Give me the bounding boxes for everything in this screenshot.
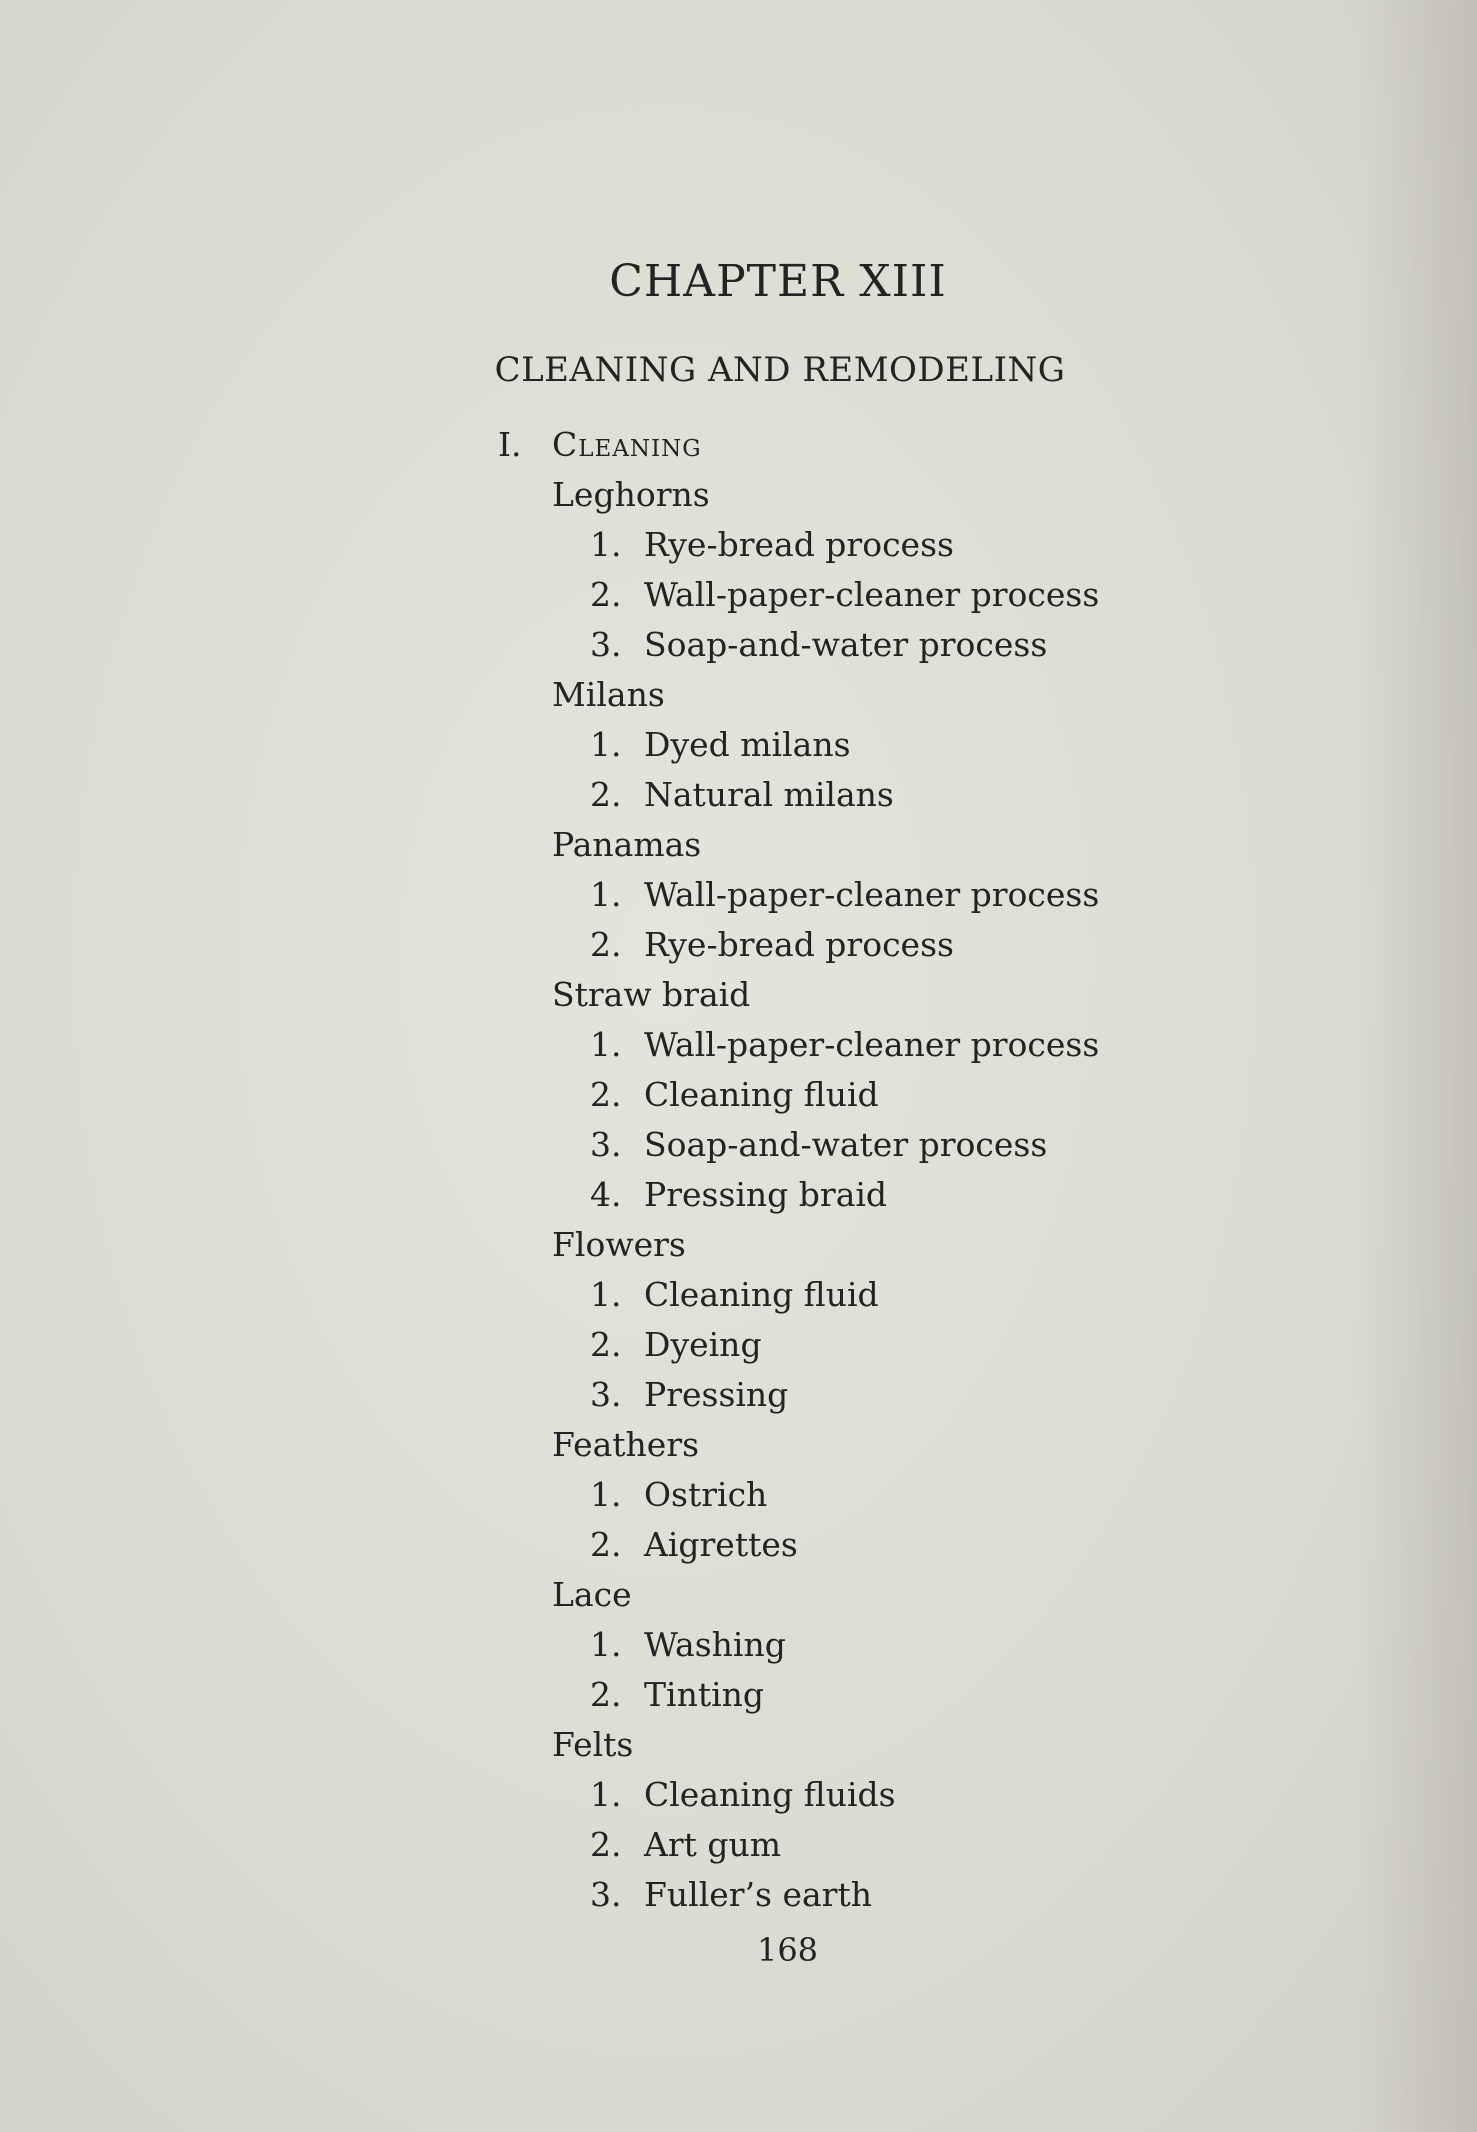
- group-heading: Panamas: [552, 825, 702, 864]
- list-item-text: Soap-and-water process: [644, 625, 1048, 664]
- list-item-text: Soap-and-water process: [644, 1125, 1048, 1164]
- list-item-number: 3.: [590, 1375, 622, 1414]
- list-item-number: 3.: [590, 1125, 622, 1164]
- list-item-text: Pressing: [644, 1375, 789, 1414]
- group-heading: Felts: [552, 1725, 634, 1764]
- list-item-number: 3.: [590, 625, 622, 664]
- list-item-text: Tinting: [644, 1675, 765, 1714]
- group-heading: Lace: [552, 1575, 632, 1614]
- list-item-text: Dyeing: [644, 1325, 762, 1364]
- chapter-title: CHAPTER XIII: [609, 256, 947, 307]
- list-item-text: Dyed milans: [644, 725, 851, 764]
- list-item-number: 2.: [590, 925, 622, 964]
- list-item-number: 1.: [590, 1625, 622, 1664]
- list-item-text: Art gum: [644, 1825, 782, 1864]
- list-item-number: 4.: [590, 1175, 622, 1214]
- list-item-text: Rye-bread process: [644, 925, 954, 964]
- list-item-number: 2.: [590, 1325, 622, 1364]
- group-heading: Flowers: [552, 1225, 686, 1264]
- list-item-text: Ostrich: [644, 1475, 768, 1514]
- list-item-text: Rye-bread process: [644, 525, 954, 564]
- chapter-subtitle: CLEANING AND REMODELING: [494, 350, 1066, 390]
- list-item-text: Washing: [644, 1625, 786, 1664]
- page-number: 168: [756, 1931, 819, 1969]
- page-edge-shadow: [1357, 0, 1477, 2132]
- list-item-number: 1.: [590, 525, 622, 564]
- list-item-text: Wall-paper-cleaner process: [644, 1025, 1100, 1064]
- list-item-text: Cleaning fluid: [644, 1075, 879, 1114]
- list-item-text: Cleaning fluid: [644, 1275, 879, 1314]
- list-item-text: Natural milans: [644, 775, 894, 814]
- group-heading: Leghorns: [552, 475, 710, 514]
- list-item-number: 2.: [590, 1075, 622, 1114]
- list-item-number: 1.: [590, 725, 622, 764]
- list-item-number: 1.: [590, 1775, 622, 1814]
- list-item-number: 2.: [590, 1525, 622, 1564]
- list-item-text: Aigrettes: [644, 1525, 798, 1564]
- group-heading: Straw braid: [552, 975, 751, 1014]
- list-item-number: 3.: [590, 1875, 622, 1914]
- list-item-text: Fuller’s earth: [644, 1875, 872, 1914]
- list-item-number: 2.: [590, 775, 622, 814]
- list-item-number: 1.: [590, 1025, 622, 1064]
- section-number: I.: [498, 425, 522, 464]
- list-item-text: Wall-paper-cleaner process: [644, 875, 1100, 914]
- list-item-number: 2.: [590, 575, 622, 614]
- list-item-number: 1.: [590, 1275, 622, 1314]
- list-item-text: Pressing braid: [644, 1175, 888, 1214]
- list-item-text: Cleaning fluids: [644, 1775, 896, 1814]
- list-item-number: 1.: [590, 1475, 622, 1514]
- list-item-text: Wall-paper-cleaner process: [644, 575, 1100, 614]
- list-item-number: 1.: [590, 875, 622, 914]
- list-item-number: 2.: [590, 1825, 622, 1864]
- list-item-number: 2.: [590, 1675, 622, 1714]
- group-heading: Feathers: [552, 1425, 700, 1464]
- group-heading: Milans: [552, 675, 665, 714]
- section-label: Cleaning: [552, 425, 702, 464]
